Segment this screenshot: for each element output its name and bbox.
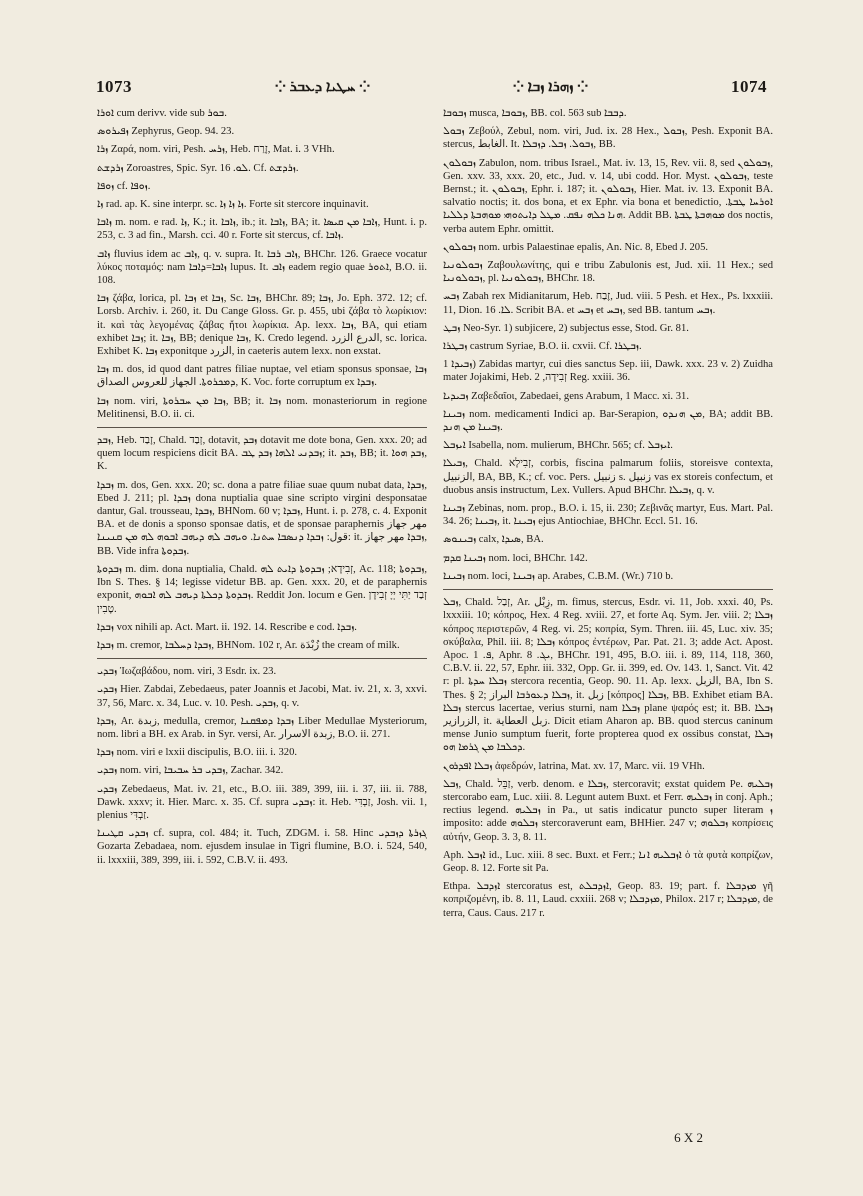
dictionary-entry: ܙܒܘܠ Ζεβούλ, Zebul, nom. viri, Jud. ix. 28 Hex., ܙܒܘܠ, Pesh. Exponit BA. stercus, الغابط. It. ܙܒܘܠ. ܙܒܠ. ܕܙܒܠܐ, BB. bbox=[443, 126, 773, 151]
dictionary-entry: ܙܒܝܢܘܣ calx, ܣܝܕܐ, BA. bbox=[443, 534, 544, 546]
dictionary-entry: ܙܒܐ m. dos, id quod dant patres filiae nuptae, vel etiam sponsus sponsae, ܙܒܐ ܕܡܟܪܘܬܐ. الجهاز للعروس الصداق, K. Voc. forte corruptum ex ܙܒܕܐ. bbox=[97, 364, 427, 389]
dictionary-entry: ܙܒܝܠܐ, Chald. זְבִילָא, corbis, fiscina palmarum foliis, storeisve contexta, الزنبيل, BA, BB, K.; cf. voc. Pers. زنبيل s. زنبيل vas ex storeis confectum, et duobus ansis instructum, Lex. Vullers. Apud BHChr. ܙܒܝܠܐ, q. v. bbox=[443, 458, 773, 496]
dictionary-entry: ܙܦܝܪܘܣ Zephyrus, Geop. 94. 23. bbox=[97, 126, 235, 138]
dictionary-entry: ܙܪܕܫܬ Zoroastres, Spic. Syr. ܠܘ. 16. Cf. ܙܪܕܫܬ. bbox=[97, 162, 299, 174]
dictionary-entry: ܙܒܚ Zabah rex Midianitarum, Heb. זֶבַח, Jud. viii. 5 Pesh. et Hex., Ps. lxxxiii. 11, Dion. ܠܐ. 16. Scribit BA. et ܙܒܚ et ܙܒܚ, sed BB. tantum ܙܒܚ. bbox=[443, 291, 773, 316]
dictionary-entry: ܙܒܘܒܐ musca, ܙܒܘܒܐ, BB. col. 563 sub ܕܒܒܐ. bbox=[443, 108, 627, 119]
dictionary-entry: ܙܒܐ nom. viri, ܙܒܐ ܡܢ ܚܒܪܘܬܐ, BB; it. ܙܒܐ nom. monasteriorum in regione Melitinensi, B.O. ii. ci. bbox=[97, 395, 427, 420]
dictionary-entry: ܙܒܕܐ, Ar. زبدة, medulla, cremor, ܙܒܕܐ ܕܡܦܩܢܐ Liber Medullae Mysteriorum, nom. libri a BH. ex Arab. in Syr. versi, Ar. زبدة الاسرار, B.O. ii. 271. bbox=[97, 715, 427, 740]
dictionary-entry: ܙܒܕܘܬܐ m. dim. dona nuptialia, Chald. זְבִידָא; ܙܒܕܘܬܐ ܕܐܝܬ ܠܗ, Ac. 118; ܙܒܕܘܬܐ, Ibn S. Thes. § 14; legisse videtur BB. ap. Gen. xxx. 20, et de paraphernis exponit, ܙܒܕܘܬܐ ܕܟܠܬܐ ܕܝܗܒ ܠܗ ܐܒܘܗ. Reddit Jon. locum e Gen. זְבַד יַתִּי יְיָ זְבִידָן טָבִין. bbox=[97, 563, 427, 615]
dictionary-entry: ܙܒܠ, Chald. זְבַל, Ar. زِبْل, m. fimus, stercus, Esdr. vi. 11, Job. xxxi. 40, Ps. lxxxiii. 10; κόπρος, Hex. 4 Reg. xviii. 27, et forte Aq. Sym. Jer. viii. 2; ܙܒܠܐ κόπρος περιστερῶν, 4 Reg. vi. 25; κοπρία, Sym. Thren. iii. 45, Luc. xiv. 35; σκύβαλα, Phil. iii. 8; ܙܒܠܐ κόπρος ἐντέρων, Par. Pat. 21. 3; adde Act. Apost. Apoc. ܦ. 1, Aphr. ܝܓ. 8, BHChr. 191, 495, B.O. iii. i. 89, 114, 118, 360, C.B.V. ii. 22, 57, Ephr. iii. 332, Opp. Gr. ii. 399, ed. Ov. 143. 1, Sanct. Vit. 42 r: pl. ܙܒܠܐ ܚܕܬܐ stercora recentia, Geop. 90. 11. Ap. lexx. الزبل, BA, Ibn S. Thes. § 2; ܙܒܠܐ ܕܥܘܪܒܐ البراز, it. زبل [κόπρος] ܙܒܠܐ, BB. Exhibet etiam BA. ܙܒܠܐ stercus lacertae, verius sturni, nam ܙܒܠܐ plane ψαρός est; it. BB. ܙܒܠܐ الزرازير, it. زبل العطاية. Dicit etiam Aharon ap. BB. quod stercus caninum mense Junio sumptum fuerit, forte propterea quod ex ossibus constat, ܙܒܠܐ ܕܟܠܒܐ ܡܢ ܓܪܡܐ ܗܘ. bbox=[443, 597, 773, 754]
dictionary-entry: Aph. ܐܙܒܠ id., Luc. xiii. 8 sec. Buxt. et Ferr.; ܐܙܒܠܝܗ ܐܢܐ ὁ τὰ φυτὰ κοπρίζων, Geop. 8. 12. Forte sit Pa. bbox=[443, 849, 773, 874]
dictionary-entry: ܙܪܐ Ζαρά, nom. viri, Pesh. ܙܪܚ, Heb. זֶרַח, Mat. i. 3 VHh. bbox=[97, 144, 335, 156]
dictionary-entry: ܙܒܘܠܘܢ nom. urbis Palaestinae epalis, An. Nic. 8, Ebed J. 205. bbox=[443, 241, 709, 253]
left-running-head: ⁘ ܚܛܝܐ ܕܥܒܪ ⁘ bbox=[274, 79, 371, 95]
right-page-number: 1074 bbox=[731, 77, 767, 96]
dictionary-entry: ܙܒܕܐ m. dos, Gen. xxx. 20; sc. dona a patre filiae suae quum nubat data, ܙܒܕܐ, Ebed J. 211; pl. ܙܒܕܐ dona nuptialia quae sine scripto virgini desponsatae dantur, Gal. trousseau, ܙܒܕܐ, BHNom. 60 v; ܙܒܕܐ, Hunt. i. p. 278, c. 4. Exponit BA. et de donis a sponso sponsae datis, et de sponsae paraphernis مهر جهاز قول: ܙܒܕܐ ܕܢܣܒܐ ܚܬܢܐ. ܘܝܗܒ ܠܗ ܕܝܗܒ ܐܒܘܗ ܠܗ ܡܢ ܩܢܝܢܐ: it. ܙܒܕܐ مهر جهاز, BB. Vide infra ܙܒܕܘܬܐ. bbox=[97, 479, 427, 557]
dictionary-entry: ܐܝܙܒܠ Isabella, nom. mulierum, BHChr. 565; cf. ܐܝܙܒܠ. bbox=[443, 440, 673, 452]
dictionary-entry: ܙܒܛ Neo-Syr. 1) subjicere, 2) subjectus esse, Stod. Gr. 81. bbox=[443, 322, 689, 334]
dictionary-entry: ܙܒܝܢܐ Zebinas, nom. prop., B.O. i. 15, ii. 230; Ζεβινᾶς martyr, Eus. Mart. Pal. 34. 26; ܙܒܝܢܐ, it. ܙܒܝܢܐ ejus Antiochiae, BHChr. Eccl. 51. 16. bbox=[443, 503, 773, 528]
section-rule bbox=[97, 427, 427, 428]
dictionary-entry: ܙܒܕܐ vox nihili ap. Act. Mart. ii. 192. 14. Rescribe e cod. ܙܒܕܐ. bbox=[97, 621, 357, 633]
dictionary-entry: ܙܒܕܝ Ἰωζαβάδου, nom. viri, 3 Esdr. ix. 23. bbox=[97, 666, 277, 678]
dictionary-entry: ܙܘܦܐ cf. ܙܘܦܐ. bbox=[97, 180, 151, 192]
dictionary-entry: ܙܒܕ, Heb. זָבַד, Chald. זְבַד, dotavit, ܙܒܕ dotavit me dote bona, Gen. xxx. 20; ad quem locum respiciens dicit BA. ܙܒܕܢܝ ܐܠܗܐ ܙܒܕ ܛܒ; it. ܙܒܕ, BB; it. ܙܒܕ ܗܘܐ, K. bbox=[97, 435, 427, 473]
dictionary-entry: ܙܒܝܕܐ 1) Zabidas martyr, cui dies sanctus Sep. iii, Dawk. xxx. 23 v. 2) Zuidha mater Jojakimi, Heb. זְבִידָה, 2 Reg. xxiii. 36. bbox=[443, 359, 773, 384]
dictionary-entry: ܙܒܕܐ m. cremor, ܙܒܕܐ ܕܚܠܒܐ, BHNom. 102 r, Ar. زُبْدَة the cream of milk. bbox=[97, 639, 400, 651]
dictionary-entry: ܐܘܪܐ cum derivv. vide sub ܒܘܪ. bbox=[97, 108, 227, 119]
dictionary-entry: ܙܐ rad. ap. K. sine interpr. sc. ܙܐ ܙܐ ܙܐ. Forte sit stercore inquinavit. bbox=[97, 199, 369, 211]
dictionary-entry: ܙܒܝܢܐ ܩܕܡ nom. loci, BHChr. 142. bbox=[443, 552, 588, 564]
dictionary-entry: ܙܒܐ ζάβα, lorica, pl. ܙܒܐ et ܙܒܐ, Sc. ܙܒܐ, BHChr. 89; ܙܒܐ, Jo. Eph. 372. 12; cf. Lorsb. Archiv. i. 260, it. Du Cange Gloss. Gr. p. 455, ubi ζάβα τὸ λωρίκιον: it. καὶ τὰς λεγομένας ζάβας ἤτοι λωρίκια. Ap. lexx. ܙܒܐ, BA, qui etiam exhibet ܙܒܐ; it. ܙܒܐ, BB; denique ܙܒܐ, K. Credo legend. الدرع الزرد, sc. lorica. Exhibet K. ܙܒܐ exponitque الزرد, in caeteris autem lexx. non exstat. bbox=[97, 293, 427, 358]
section-rule bbox=[443, 589, 773, 590]
dictionary-entry: ܙܒܕܝ Hier. Zabdai, Zebedaeus, pater Joannis et Jacobi, Mat. iv. 21, x. 3, xxvi. 37, 56, Marc. x. 34, Luc. v. 10. Pesh. ܙܒܕܝ, q. v. bbox=[97, 684, 427, 709]
dictionary-entry: ܙܒܠܐ ܐܦܕܪܘܢ ἀφεδρών, latrina, Mat. xv. 17, Marc. vii. 19 VHh. bbox=[443, 760, 705, 772]
column-1074 bbox=[443, 107, 773, 1154]
dictionary-entry: ܙܐܒ fluvius idem ac ܙܐܒ, q. v. supra. It. ܙܐܒ ܪܒܐ, BHChr. 126. Graece vocatur λύκος ποταμός: nam ܙܐܒܐ=ܕܐܒܐ lupus. It. ܙܐܒ eadem regio quae ܐܬܘܪ, B.O. ii. 108. bbox=[97, 248, 427, 287]
page-header bbox=[96, 76, 767, 98]
signature-mark: 6 X 2 bbox=[674, 1130, 703, 1145]
dictionary-entry: ܙܒܝܕܝܐ Ζαβεδαῖοι, Zabedaei, gens Arabum, 1 Macc. xi. 31. bbox=[443, 390, 689, 402]
text-columns bbox=[97, 107, 773, 1154]
right-running-head: ⁘ ܙܗܪܐ ܙܒܐ ⁘ bbox=[512, 79, 589, 95]
dictionary-entry: ܙܒܠ, Chald. זַבֵּל, verb. denom. e ܙܒܠܐ, stercoravit; exstat quidem Pe. ܙܒܠܝܗ stercorabo eam, Luc. xiii. 8. Legunt autem Buxt. et Ferr. ܙܒܠܝܗ in conj. Aph.; rectius legend. ܙܒܠܝܗ in Pa., ut satis indicatur puncto super literam ܙ imposito: adde ܙܒܠܘܗ stercoraverunt eam, BHHier. 247 v; ܙܒܠܘܗ κοπρίσεις αὐτήν, Geop. 3. 3, 8. 11. bbox=[443, 778, 773, 843]
left-page-number: 1073 bbox=[96, 77, 132, 96]
dictionary-entry: ܙܐܒܐ m. nom. e rad. ܙܐ, K.; it. ܙܐܒܐ, ib.; it. ܙܐܒܐ, BA; it. ܙܐܒܐ ܡܢ ܩܝܣܐ, Hunt. i. p. 253, c. 3 ad fin., Marsh. cci. 40 r. Forte sit stercus, cf. ܙܐܒܐ. bbox=[97, 217, 427, 242]
dictionary-entry: ܙܒܝܢܐ nom. loci, ܙܒܝܢܐ ap. Arabes, C.B.M. (Wr.) 710 b. bbox=[443, 570, 674, 582]
dictionary-entry: ܙܒܕܐ nom. viri e lxxii discipulis, B.O. iii. i. 320. bbox=[97, 747, 298, 759]
dictionary-entry: Ethpa. ܐܙܕܒܠ stercoratus est, ܐܙܕܒܠܬ, Geop. 83. 19; part. f. ܡܙܕܒܠܐ γῆ κοπριζομένη, ib. 8. 11, Laud. cxxiii. 268 v; ܡܙܕܒܠܐ, Philox. 217 r; ܡܙܕܒܠܐ, de terra, Caus. Caus. 217 r. bbox=[443, 881, 773, 919]
section-rule bbox=[97, 658, 427, 659]
dictionary-entry: ܙܒܘܠܘܢܝܐ Ζαβουλωνίτης, qui e tribu Zabulonis est, Jud. xii. 11 Hex.; sed ܙܒܘܠܘܢܝܐ, pl. ܙܒܘܠܘܢܝܐ, BHChr. 18. bbox=[443, 260, 773, 285]
column-1073 bbox=[97, 107, 427, 1154]
dictionary-entry: ܙܒܛܪܐ castrum Syriae, B.O. ii. cxvii. Cf. ܙܒܛܪܐ. bbox=[443, 341, 642, 353]
dictionary-entry: ܙܒܕܝ Zebedaeus, Mat. iv. 21, etc., B.O. iii. 389, 399, iii. i. 37, iii. ii. 788, Dawk. xxxv; it. Hier. Marc. x. 35. Cf. supra ܙܒܕܝ: it. Heb. זַבְדִּי, Josh. vii. 1, plenius זַבְדִּי. bbox=[97, 783, 427, 821]
dictionary-entry: ܙܒܝܢܐ nom. medicamenti Indici ap. Bar-Serapion, ܡܢ ܗܢܕܘ, BA; addit BB. ܙܒܝܢܐ ܡܢ ܗܢܕ. bbox=[443, 408, 773, 434]
dictionary-entry: ܙܒܘܠܘܢ Zabulon, nom. tribus Israel., Mat. iv. 13, 15, Rev. vii. 8, sed ܙܒܘܠܘܢ, Gen. xxv. 33, xxx. 20, etc., Jud. v. 14, ubi codd. Hor. Myst. ܙܒܘܠܘܢ, teste Bernst.; it. ܙܒܘܠܘܢ, Ephr. i. 187; it. ܙܒܘܠܘܢ, Hier. Mat. iv. 13. Exponit BA. salvatio noctis; it. dos bona, et ex Ephr. via bona et benedictio, ܐܘܪܚܐ ܛܒܬܐ. ܗܢܐ ܟܠܗ ܢܦܩ. ܡܛܠ ܕܐܝܬܘܗܝ ܡܘܗܒܬܐ ܕܠܠܝܐ. Addit BB. ܡܘܗܒܬܐ ܛܒܬܐ dos noctis, verba autem Ephr. omittit. bbox=[443, 157, 773, 235]
dictionary-entry: ܙܒܕܝ nom. viri, ܙܒܕܝ ܒܪ ܚܒܝܒܐ, Zachar. 342. bbox=[97, 765, 284, 777]
dictionary-entry: ܙܒܕܝ ܩܛܝܢܐ cf. supra, col. 484; it. Tuch, ZDGM. i. 58. Hinc ܓܙܪܬܐ ܕܙܒܕܝ Gozarta Zebadaea, nom. ejusdem insulae in Tigri flumine, B.O. i. 524, 540, ii. lxxxiii, 389, 399, iii. i. 592, C.B.V. ii. 493. bbox=[97, 828, 427, 866]
